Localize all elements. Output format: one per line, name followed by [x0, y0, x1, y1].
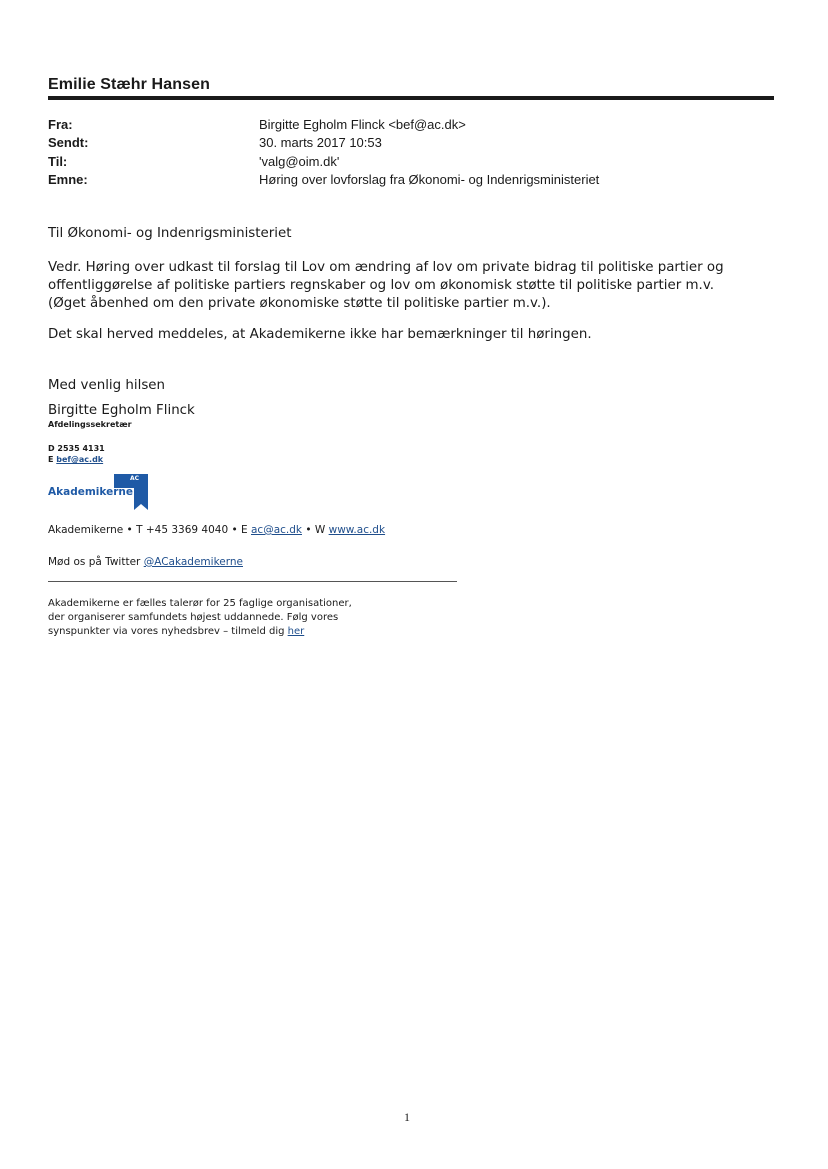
body-paragraph-1: [48, 259, 778, 313]
footer-line-2: der organiserer samfundets højest uddannede. Følg vores: [48, 612, 339, 623]
contact-line: [48, 524, 385, 536]
akademikerne-logo[interactable]: [48, 474, 150, 514]
logo-badge: AC: [130, 475, 140, 482]
sent-label: Sendt:: [48, 135, 89, 151]
email-prefix: E: [48, 455, 54, 464]
signer-email-link[interactable]: bef@ac.dk: [56, 455, 104, 464]
from-value: Birgitte Egholm Flinck <bef@ac.dk>: [259, 117, 466, 132]
to-value: 'valg@oim.dk': [259, 153, 340, 169]
footer-line-3-wrap: [48, 625, 352, 639]
salutation: Til Økonomi- og Indenrigsministeriet: [48, 226, 292, 241]
twitter-link[interactable]: @ACakademikerne: [143, 556, 243, 568]
para1-line1: Vedr. Høring over udkast til forslag til Lov om ændring af lov om private bidrag til politiske partier og: [48, 260, 724, 275]
org-description: [48, 597, 352, 639]
header-divider: [48, 96, 774, 100]
signature-divider: [48, 581, 457, 582]
contact-email-link[interactable]: ac@ac.dk: [251, 524, 302, 536]
contact-email-prefix: E: [241, 524, 248, 536]
subject-value: Høring over lovforslag fra Økonomi- og Indenrigsministeriet: [259, 171, 600, 187]
twitter-text: Mød os på Twitter: [48, 556, 141, 568]
signer-email-line: [48, 455, 103, 464]
bullet-icon: •: [231, 524, 238, 536]
signer-title: Afdelingssekretær: [48, 420, 132, 429]
bullet-icon: •: [126, 524, 133, 536]
para1-line2: offentliggørelse af politiske partiers regnskaber og lov om økonomisk støtte til politiske partier m.v.: [48, 278, 714, 293]
contact-org: Akademikerne: [48, 524, 124, 536]
body-paragraph-2: Det skal herved meddeles, at Akademikerne ikke har bemærkninger til høringen.: [48, 327, 592, 342]
contact-web-prefix: W: [314, 524, 326, 536]
sent-value: 30. marts 2017 10:53: [259, 135, 382, 151]
twitter-line: [48, 556, 243, 568]
mailbox-owner-name: Emilie Stæhr Hansen: [48, 76, 210, 93]
signer-name: Birgitte Egholm Flinck: [48, 403, 195, 418]
direct-phone: D 2535 4131: [48, 444, 105, 453]
to-label: Til:: [48, 153, 68, 169]
newsletter-signup-link[interactable]: her: [287, 626, 305, 637]
logo-text: Akademikerne: [48, 486, 133, 498]
subject-label: Emne:: [48, 171, 88, 187]
contact-web-link[interactable]: www.ac.dk: [328, 524, 386, 536]
para1-line3: (Øget åbenhed om den private økonomiske støtte til politiske partier m.v.).: [48, 296, 551, 311]
closing: Med venlig hilsen: [48, 378, 166, 393]
bullet-icon: •: [305, 524, 312, 536]
footer-line-3: synspunkter via vores nyhedsbrev – tilmeld dig: [48, 626, 285, 637]
page-number: 1: [404, 1110, 410, 1124]
contact-phone: T +45 3369 4040: [136, 524, 229, 536]
from-label: Fra:: [48, 117, 73, 132]
footer-line-1: Akademikerne er fælles talerør for 25 faglige organisationer,: [48, 598, 352, 609]
